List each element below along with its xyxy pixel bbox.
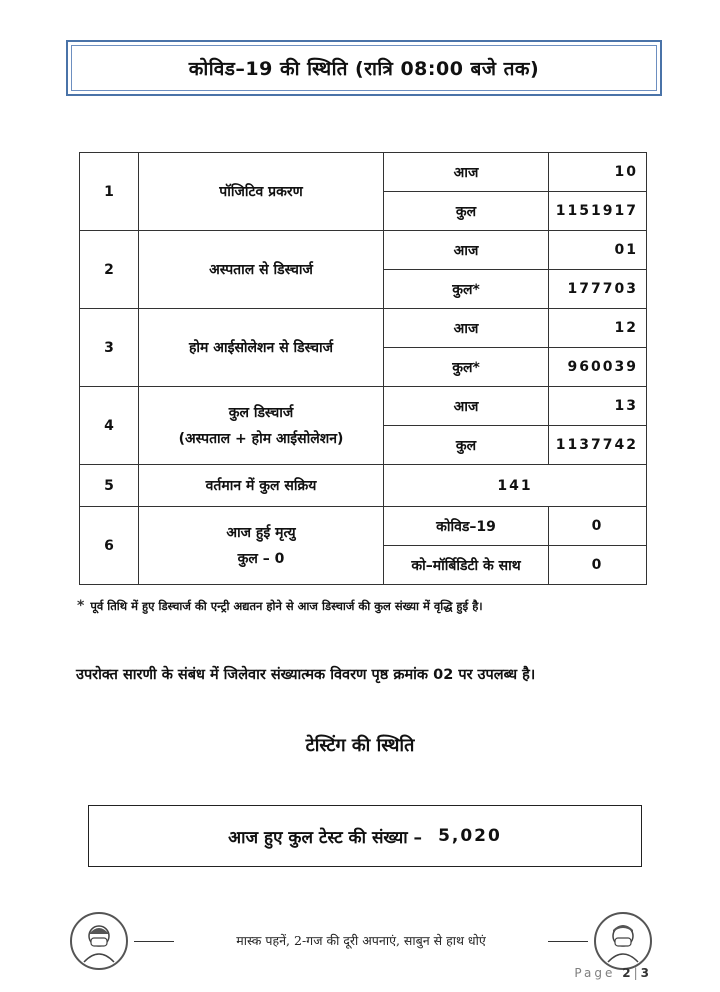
sub-label: आज — [384, 387, 549, 426]
sub-label: कुल* — [384, 270, 549, 309]
table-row — [80, 231, 647, 270]
footnote-star: * — [77, 598, 85, 614]
sub-label: कुल — [384, 192, 549, 231]
sub-label: आज — [384, 309, 549, 348]
row-label: अस्पताल से डिस्चार्ज — [139, 231, 384, 309]
value-cell: 1151917 — [549, 192, 647, 231]
table-row — [80, 507, 647, 546]
row-label: वर्तमान में कुल सक्रिय — [139, 465, 384, 507]
value-cell: 141 — [384, 465, 647, 507]
value-cell: 1137742 — [549, 426, 647, 465]
row-label: पॉजिटिव प्रकरण — [139, 153, 384, 231]
sub-label: कुल — [384, 426, 549, 465]
testing-value: 5,020 — [438, 826, 502, 846]
row-label — [139, 387, 384, 465]
sub-label: आज — [384, 153, 549, 192]
table-row — [80, 465, 647, 507]
masked-woman-icon — [70, 912, 128, 970]
page-number: Page 2|3 — [574, 966, 652, 980]
value-cell: 960039 — [549, 348, 647, 387]
sub-label: कुल* — [384, 348, 549, 387]
row-label-line1: आज हुई मृत्यु — [226, 524, 296, 541]
row-label — [139, 507, 384, 585]
row-number: 3 — [80, 309, 139, 387]
table-row — [80, 153, 647, 192]
value-cell: 0 — [549, 507, 647, 546]
footnote — [77, 598, 483, 614]
row-number: 5 — [80, 465, 139, 507]
reference-text: उपरोक्त सारणी के संबंध में जिलेवार संख्यात्मक विवरण पृष्ठ क्रमांक 02 पर उपलब्ध है। — [76, 667, 536, 683]
value-cell: 13 — [549, 387, 647, 426]
page-title: कोविड–19 की स्थिति (रात्रि 08:00 बजे तक) — [71, 45, 657, 91]
row-label-line1: कुल डिस्चार्ज — [228, 404, 294, 421]
page-total: 3 — [640, 966, 652, 980]
title-box — [66, 40, 662, 96]
testing-heading: टेस्टिंग की स्थिति — [305, 735, 415, 756]
table-row — [80, 387, 647, 426]
masked-man-icon — [594, 912, 652, 970]
row-number: 6 — [80, 507, 139, 585]
row-number: 2 — [80, 231, 139, 309]
value-cell: 10 — [549, 153, 647, 192]
value-cell: 0 — [549, 546, 647, 585]
value-cell: 01 — [549, 231, 647, 270]
testing-label: आज हुए कुल टेस्ट की संख्या – — [228, 827, 423, 848]
covid-status-table — [79, 152, 647, 585]
sub-label: को–मॉर्बिडिटी के साथ — [384, 546, 549, 585]
row-number: 1 — [80, 153, 139, 231]
row-number: 4 — [80, 387, 139, 465]
testing-box — [88, 805, 642, 867]
sub-label: आज — [384, 231, 549, 270]
safety-banner — [70, 912, 652, 972]
footnote-text: पूर्व तिथि में हुए डिस्चार्ज की एन्ट्री अद्यतन होने से आज डिस्चार्ज की कुल संख्या में वृद्धि हुई है। — [90, 599, 483, 613]
page-label: Page — [574, 966, 616, 980]
row-label-line2: कुल – 0 — [237, 550, 285, 567]
row-label: होम आईसोलेशन से डिस्चार्ज — [139, 309, 384, 387]
table-row — [80, 309, 647, 348]
sub-label: कोविड–19 — [384, 507, 549, 546]
page-current: 2 — [622, 966, 634, 980]
right-arrow-line — [548, 941, 588, 942]
banner-text: मास्क पहनें, 2-गज की दूरी अपनाएं, साबुन से हाथ धोएं — [236, 933, 486, 948]
value-cell: 12 — [549, 309, 647, 348]
row-label-line2: (अस्पताल + होम आईसोलेशन) — [178, 430, 344, 447]
value-cell: 177703 — [549, 270, 647, 309]
